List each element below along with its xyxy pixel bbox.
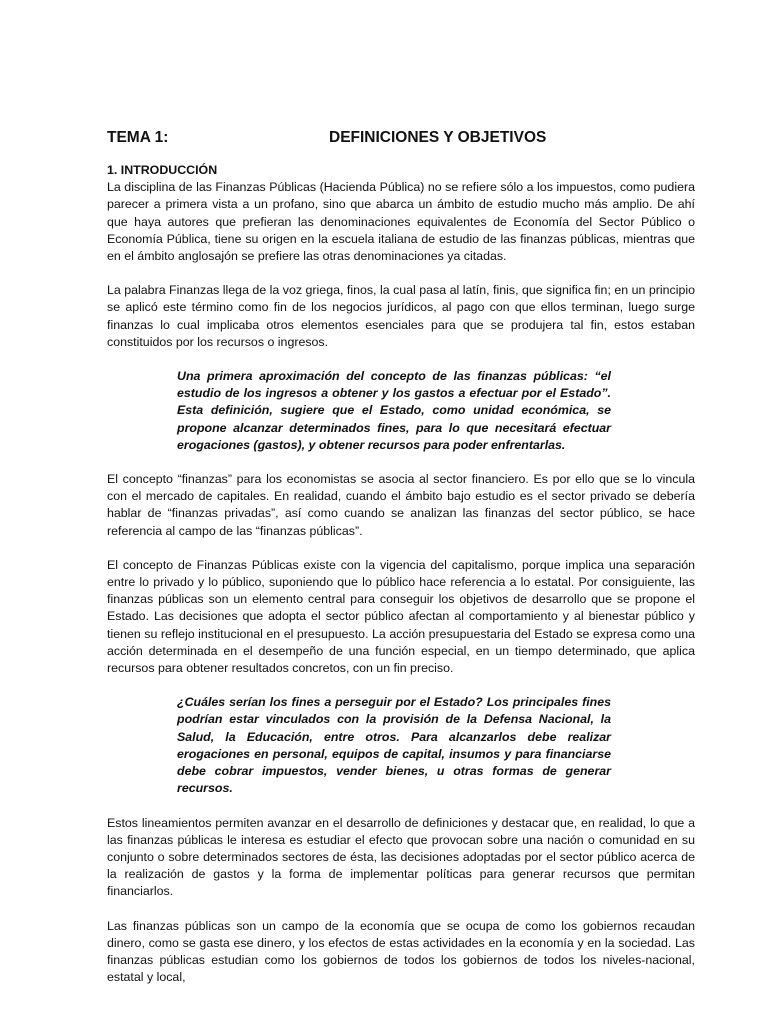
quote-state-goals: ¿Cuáles serían los fines a perseguir por el Estado? Los principales fines podrían estar vinculados con la provisión de la Defensa Nacional, la Salud, la Educación, entre otros. Para alcanzarlos debe realizar erogaciones en personal, equipos de capital, insumos y para financiarse debe cobrar impuestos, vender bienes, u otras formas de generar recursos. xyxy=(177,695,611,796)
quote-definition: Una primera aproximación del concepto de las finanzas públicas: “el estudio de los ingresos a obtener y los gastos a efectuar por el Estado”. Esta definición, sugiere que el Estado, como unidad económica, se propone alcanzar determinados fines, para lo que necesitará efectuar erogaciones (gastos), y obtener recursos para poder enfrentarlas. xyxy=(177,369,611,452)
title-number: TEMA 1: xyxy=(107,129,169,146)
paragraph-introduction: La disciplina de las Finanzas Públicas (Hacienda Pública) no se refiere sólo a los impuestos, como pudiera parecer a primera vista a un profano, sino que abarca un ámbito de estudio mucho más amplio. De ahí que haya autores que prefieran las denominaciones equivalentes de Economía del Sector Público o Economía Pública, tiene su origen en la escuela italiana de estudio de las finanzas públicas, mientras que en el ámbito anglosajón se prefiere las otras denominaciones ya citadas. xyxy=(107,180,695,264)
paragraph-guidelines: Estos lineamientos permiten avanzar en el desarrollo de definiciones y destacar que, en realidad, lo que a las finanzas públicas le interesa es estudiar el efecto que provocan sobre una nación o comunidad en su conjunto o sobre determinados sectores de ésta, las decisiones adoptadas por el sector público acerca de la realización de gastos y la forma de implementar políticas para generar recursos que permitan financiarlos. xyxy=(107,815,695,899)
paragraph-public-finance: El concepto de Finanzas Públicas existe con la vigencia del capitalismo, porque implica una separación entre lo privado y lo público, suponiendo que lo público hace referencia a lo estatal. Por consiguiente, las finanzas públicas son un elemento central para conseguir los objetivos de desarrollo que se propone el Estado. Las decisiones que adopta el sector público afectan al comportamiento y al bienestar público y tienen su reflejo institucional en el presupuesto. La acción presupuestaria del Estado se expresa como una acción determinada en el desempeño de una función especial, en un tiempo determinado, que aplica recursos para obtener resultados concretos, con un fin preciso. xyxy=(107,557,695,676)
document-page xyxy=(107,128,695,986)
section-heading: 1. INTRODUCCIÓN xyxy=(107,163,218,177)
paragraph-economics-field: Las finanzas públicas son un campo de la economía que se ocupa de como los gobiernos recaudan dinero, como se gasta ese dinero, y los efectos de estas actividades en la economía y en la sociedad. Las finanzas públicas estudian como los gobiernos de todos los gobiernos de todos los niveles-nacional, estatal y local, xyxy=(107,918,695,985)
paragraph-finance-concept: El concepto “finanzas” para los economistas se asocia al sector financiero. Es por ello que se lo vincula con el mercado de capitales. En realidad, cuando el ámbito bajo estudio es el sector privado se debería hablar de “finanzas privadas”, así como cuando se analizan las finanzas del sector público, se hace referencia al campo de las “finanzas públicas”. xyxy=(107,472,695,538)
title-text: DEFINICIONES Y OBJETIVOS xyxy=(329,129,547,146)
paragraph-etymology: La palabra Finanzas llega de la voz griega, finos, la cual pasa al latín, finis, que significa fin; en un principio se aplicó este término como fin de los negocios jurídicos, al pago con que ellos terminan, luego surge finanzas lo cual implicaba otros elementos esenciales para que se produjera tal fin, estos estaban constituidos por los recursos o ingresos. xyxy=(107,283,695,349)
document-title xyxy=(107,128,695,150)
